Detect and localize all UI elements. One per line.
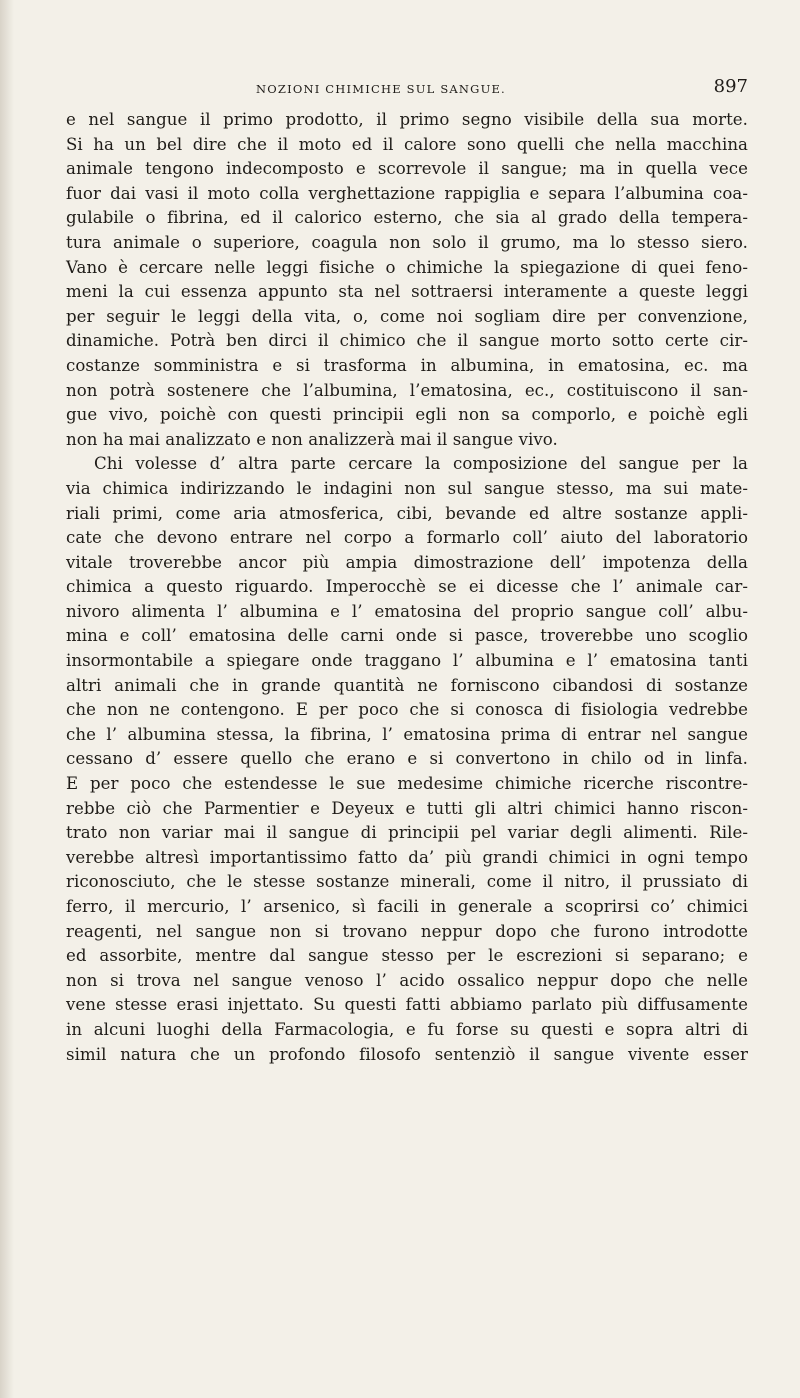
- text-line: Chi volesse d’ altra parte cercare la composizione del sangue per la: [94, 454, 748, 474]
- running-header-title: NOZIONI CHIMICHE SUL SANGUE.: [256, 82, 506, 96]
- text-line: non potrà sostenere che l’albumina, l’ematosina, ec., costituiscono il san-: [66, 380, 748, 400]
- text-line: cessano d’ essere quello che erano e si convertono in chilo od in linfa.: [66, 749, 748, 769]
- text-line: meni la cui essenza appunto sta nel sottraersi interamente a queste leggi: [66, 282, 748, 302]
- running-header: [66, 76, 748, 108]
- text-line: e nel sangue il primo prodotto, il primo segno visibile della sua morte.: [66, 110, 748, 129]
- text-line: animale tengono indecomposto e scorrevole il sangue; ma in quella vece: [66, 159, 748, 179]
- body-text: [66, 108, 748, 1067]
- text-line: non si trova nel sangue venoso l’ acido ossalico neppur dopo che nelle: [66, 970, 748, 990]
- text-line: gulabile o fibrina, ed il calorico esterno, che sia al grado della tempera-: [66, 208, 748, 228]
- text-line: nivoro alimenta l’ albumina e l’ ematosina del proprio sangue coll’ albu-: [66, 601, 748, 621]
- text-line: rebbe ciò che Parmentier e Deyeux e tutti gli altri chimici hanno riscon-: [66, 798, 748, 818]
- text-line: via chimica indirizzando le indagini non sul sangue stesso, ma sui mate-: [66, 478, 748, 498]
- text-line: vitale troverebbe ancor più ampia dimostrazione dell’ impotenza della: [66, 552, 748, 572]
- text-line: che l’ albumina stessa, la fibrina, l’ ematosina prima di entrar nel sangue: [66, 724, 748, 744]
- text-line: ferro, il mercurio, l’ arsenico, sì facili in generale a scoprirsi co’ chimici: [66, 897, 748, 916]
- text-line: Si ha un bel dire che il moto ed il calore sono quelli che nella macchina: [66, 134, 748, 154]
- text-line: fuor dai vasi il moto colla verghettazione rappiglia e separa l’albumina coa-: [66, 183, 748, 203]
- text-line: vene stesse erasi injettato. Su questi fatti abbiamo parlato più diffusamente: [66, 995, 748, 1015]
- text-line: altri animali che in grande quantità ne forniscono cibandosi di sostanze: [66, 675, 748, 695]
- text-line: Vano è cercare nelle leggi fisiche o chimiche la spiegazione di quei feno-: [66, 257, 748, 277]
- text-line: reagenti, nel sangue non si trovano neppur dopo che furono introdotte: [66, 921, 748, 941]
- text-line: gue vivo, poichè con questi principii egli non sa comporlo, e poichè egli: [66, 405, 748, 425]
- page-edge-shadow: [0, 0, 14, 1398]
- text-line: tura animale o superiore, coagula non solo il grumo, ma lo stesso siero.: [66, 232, 748, 252]
- text-line: E per poco che estendesse le sue medesime chimiche ricerche riscontre-: [66, 774, 748, 794]
- text-line: trato non variar mai il sangue di principii pel variar degli alimenti. Rile-: [66, 823, 748, 843]
- text-line: simil natura che un profondo filosofo sentenziò il sangue vivente esser: [66, 1044, 748, 1064]
- text-line: in alcuni luoghi della Farmacologia, e fu forse su questi e sopra altri di: [66, 1019, 748, 1039]
- text-line: non ha mai analizzato e non analizzerà mai il sangue vivo.: [66, 429, 558, 449]
- paragraph-1: [66, 108, 748, 452]
- text-line: che non ne contengono. E per poco che si conosca di fisiologia vedrebbe: [66, 700, 748, 720]
- text-line: insormontabile a spiegare onde traggano l’ albumina e l’ ematosina tanti: [66, 651, 748, 671]
- text-line: cate che devono entrare nel corpo a formarlo coll’ aiuto del laboratorio: [66, 528, 748, 548]
- text-line: mina e coll’ ematosina delle carni onde si pasce, troverebbe uno scoglio: [66, 626, 748, 646]
- paragraph-2: [66, 452, 748, 1067]
- text-line: riconosciuto, che le stesse sostanze minerali, come il nitro, il prussiato di: [66, 872, 748, 892]
- text-line: costanze somministra e si trasforma in albumina, in ematosina, ec. ma: [66, 355, 748, 375]
- text-line: riali primi, come aria atmosferica, cibi, bevande ed altre sostanze appli-: [66, 503, 748, 523]
- text-line: verebbe altresì importantissimo fatto da’ più grandi chimici in ogni tempo: [66, 847, 748, 867]
- text-line: per seguir le leggi della vita, o, come noi sogliam dire per convenzione,: [66, 306, 748, 326]
- text-line: chimica a questo riguardo. Imperocchè se ei dicesse che l’ animale car-: [66, 577, 748, 597]
- book-page: [66, 76, 748, 1067]
- text-line: ed assorbite, mentre dal sangue stesso per le escrezioni si separano; e: [66, 946, 748, 966]
- text-line: dinamiche. Potrà ben dirci il chimico che il sangue morto sotto certe cir-: [66, 331, 748, 351]
- page-number: 897: [713, 76, 748, 97]
